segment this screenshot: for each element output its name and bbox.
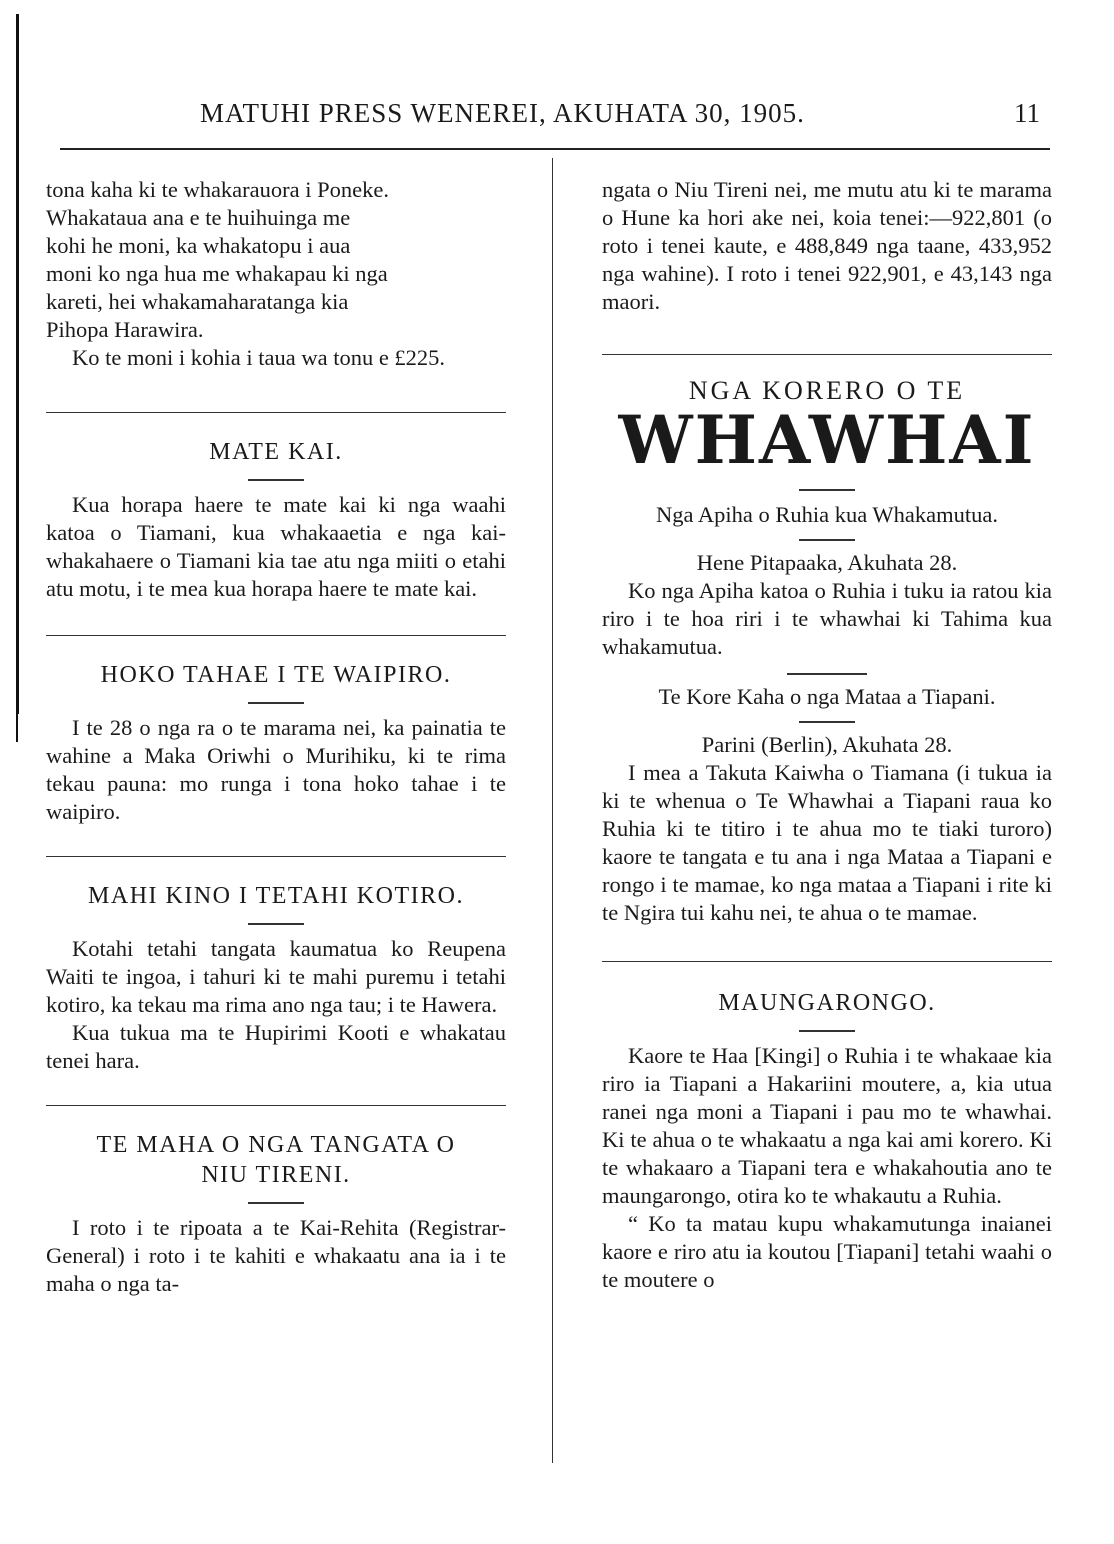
intro-line: Pihopa Harawira. <box>46 317 204 342</box>
section-rule <box>46 635 506 636</box>
war-news-title: WHAWHAI <box>618 401 1036 479</box>
dateline-petersburg: Hene Pitapaaka, Akuhata 28. <box>696 550 958 575</box>
section-rule <box>46 412 506 413</box>
dateline-berlin: Parini (Berlin), Akuhata 28. <box>701 732 953 757</box>
page-header <box>60 98 1050 138</box>
article-intro-continuation <box>46 176 506 372</box>
section-rule <box>602 354 1052 355</box>
population-continuation: ngata o Niu Tireni nei, me mutu atu ki te marama o Hune ka hori ake nei, koia tenei:—922,801 (o roto i tenei kaute, e 488,849 nga taane, 433,952 nga wahine). I roto i tenei 922,901, e 43,143 nga maori. <box>602 177 1052 314</box>
body-officers: Ko nga Apiha katoa o Ruhia i tuku ia ratou kia riro i te hoa riri i te whawhai ki Tahima kua whakamutua. <box>602 578 1052 659</box>
intro-line: kohi he moni, ka whakatopu i aua <box>46 233 351 258</box>
heading-underline <box>248 923 304 925</box>
intro-paragraph-2: Ko te moni i kohia i taua wa tonu e £225. <box>72 345 446 370</box>
heading-underline <box>799 1030 855 1032</box>
body-te-maha: I roto i te ripoata a te Kai-Rehita (Registrar-General) i roto i te kahiti e whakaatu ana ia i te maha o nga ta- <box>46 1215 506 1296</box>
column-divider <box>552 158 553 1463</box>
intro-line: tona kaha ki te whakarauora i Poneke. <box>46 177 389 202</box>
body-maungarongo-2: “ Ko ta matau kupu whakamutunga inaianei kaore e riro atu ia koutou [Tiapani] tetahi waahi o te moutere o <box>602 1211 1052 1292</box>
subhead-bullets: Te Kore Kaha o nga Mataa a Tiapani. <box>658 684 996 709</box>
heading-te-maha-line2: NIU TIRENI. <box>201 1162 351 1188</box>
binding-edge-mark <box>16 652 18 742</box>
binding-edge-line <box>16 14 19 714</box>
body-maungarongo-1: Kaore te Haa [Kingi] o Ruhia i te whakaae kia riro ia Tiapani a Hakariini moutere, a, kia utua ranei nga moni a Tiapani i pau mo te whawhai. Ki te ahua o te whakaatu a nga kai ami korero. Ki te whakaaro a Tiapani tera e whakahoutia ano te maungarongo, otira ko te whakautu a Ruhia. <box>602 1043 1052 1208</box>
body-mahi-kino-2: Kua tukua ma te Hupirimi Kooti e whakatau tenei hara. <box>46 1020 506 1073</box>
intro-line: kareti, hei whakamaharatanga kia <box>46 289 349 314</box>
page-number: 11 <box>1014 98 1040 128</box>
war-news-kicker: NGA KORERO O TE <box>688 376 966 405</box>
heading-hoko-tahae: HOKO TAHAE I TE WAIPIRO. <box>100 662 452 688</box>
right-column <box>602 176 1052 1294</box>
intro-line: Whakataua ana e te huihuinga me <box>46 205 351 230</box>
body-hoko-tahae: I te 28 o nga ra o te marama nei, ka painatia te wahine a Maka Oriwhi o Murihiku, ki te rima tekau pauna: mo runga i tona hoko tahae i te waipiro. <box>46 715 506 824</box>
intro-line: moni ko nga hua me whakapau ki nga <box>46 261 388 286</box>
body-mate-kai: Kua horapa haere te mate kai ki nga waahi katoa o Tiamani, kua whakaaetia e nga kai-whakahaere o Tiamani kia tae atu nga miiti o etahi atu motu, i te mea kua horapa haere te mate kai. <box>46 492 506 601</box>
heading-mahi-kino: MAHI KINO I TETAHI KOTIRO. <box>88 883 464 909</box>
left-column <box>46 176 506 1298</box>
subhead-underline <box>799 721 855 723</box>
heading-underline <box>248 702 304 704</box>
masthead-title: MATUHI PRESS WENEREI, AKUHATA 30, 1905. <box>200 98 805 128</box>
section-rule <box>46 856 506 857</box>
heading-underline <box>248 479 304 481</box>
section-rule <box>46 1105 506 1106</box>
heading-maungarongo: MAUNGARONGO. <box>718 990 936 1016</box>
body-bullets: I mea a Takuta Kaiwha o Tiamana (i tukua ia ki te whenua o Te Whawhai a Tiapani raua ko Ruhia ki te titiro i te ahua mo te tiaki turoro) kaore te tangata e tu ana i nga Mataa a Tiapani e rongo i te mamae, ko nga mataa a Tiapani i rite ki te Ngira tui kahu nei, te ahua o te mamae. <box>602 760 1052 925</box>
subhead-underline <box>799 539 855 541</box>
heading-mate-kai: MATE KAI. <box>209 439 343 465</box>
heading-te-maha-line1: TE MAHA O NGA TANGATA O <box>96 1132 456 1158</box>
body-mahi-kino-1: Kotahi tetahi tangata kaumatua ko Reupena Waiti te ingoa, i tahuri ki te mahi puremu i tetahi kotiro, ka tekau ma rima ano nga tau; i te Hawera. <box>46 936 506 1017</box>
title-underline <box>799 489 855 491</box>
subhead-rule <box>787 673 867 675</box>
heading-underline <box>248 1202 304 1204</box>
header-rule <box>60 148 1050 150</box>
subhead-officers: Nga Apiha o Ruhia kua Whakamutua. <box>655 502 998 527</box>
section-rule <box>602 961 1052 962</box>
